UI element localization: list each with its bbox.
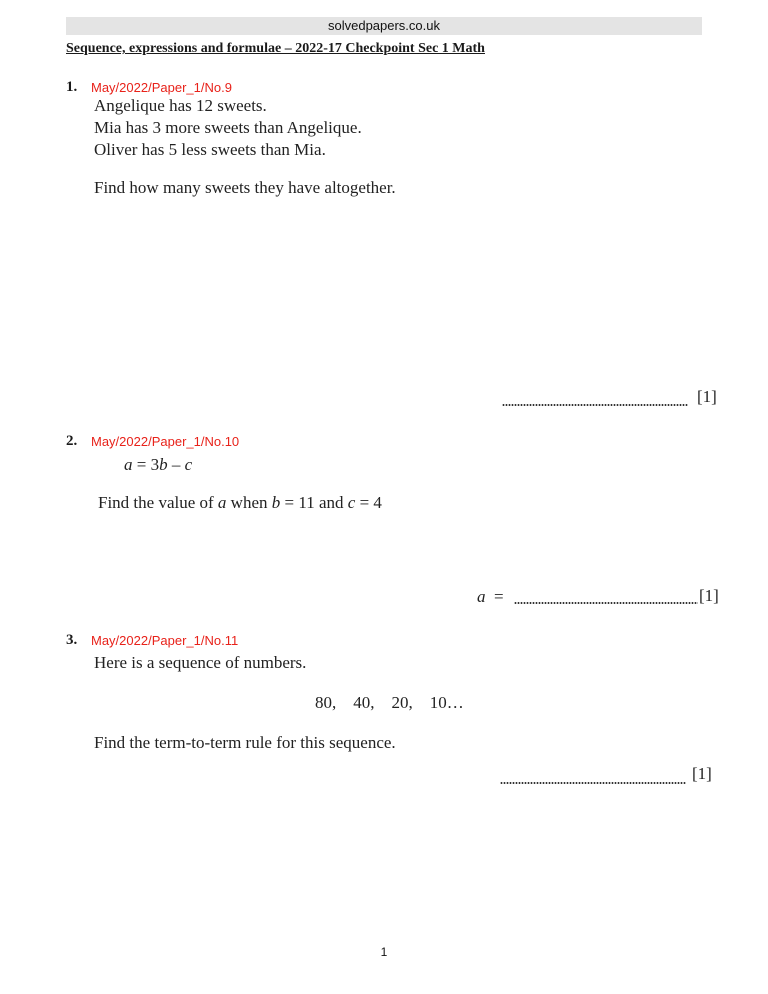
question-1-answer-line[interactable] xyxy=(502,403,688,407)
question-1-reference: May/2022/Paper_1/No.9 xyxy=(91,80,232,95)
question-2-answer-equals: = xyxy=(494,587,504,606)
formula-variable-b: b xyxy=(159,455,168,474)
question-1-line-1: Angelique has 12 sweets. xyxy=(94,96,267,115)
question-2-answer-line[interactable] xyxy=(514,601,698,605)
question-3-answer-line[interactable] xyxy=(500,781,686,785)
question-3-number: 3. xyxy=(66,632,78,648)
question-2-reference: May/2022/Paper_1/No.10 xyxy=(91,434,240,449)
question-1-prompt: Find how many sweets they have altogether. xyxy=(94,178,396,197)
question-2-answer-label: a xyxy=(477,587,486,606)
formula-minus: – xyxy=(167,455,185,474)
question-2-number: 2. xyxy=(66,433,78,449)
site-header-bar xyxy=(66,17,702,35)
question-3-marks: [1] xyxy=(692,764,712,783)
question-2-formula xyxy=(124,454,192,476)
page-number: 1 xyxy=(380,945,388,959)
formula-variable-c: c xyxy=(184,455,193,474)
question-3-intro: Here is a sequence of numbers. xyxy=(94,653,307,672)
question-1-line-2: Mia has 3 more sweets than Angelique. xyxy=(94,118,362,137)
question-3-sequence: 80, 40, 20, 10… xyxy=(315,693,464,712)
question-3-reference: May/2022/Paper_1/No.11 xyxy=(91,633,239,648)
question-1-marks: [1] xyxy=(697,387,717,406)
question-1-line-3: Oliver has 5 less sweets than Mia. xyxy=(94,140,326,159)
site-name: solvedpapers.co.uk xyxy=(327,18,440,33)
question-2-prompt: Find the value of a when b = 11 and c = 4 xyxy=(98,493,382,512)
page-title: Sequence, expressions and formulae – 2022-17 Checkpoint Sec 1 Math xyxy=(66,41,485,56)
question-2-marks: [1] xyxy=(699,586,719,605)
question-1-number: 1. xyxy=(66,79,78,95)
formula-variable-a: a xyxy=(124,455,133,474)
formula-equals-3: = 3 xyxy=(132,455,160,474)
question-3-prompt: Find the term-to-term rule for this sequence. xyxy=(94,733,396,752)
